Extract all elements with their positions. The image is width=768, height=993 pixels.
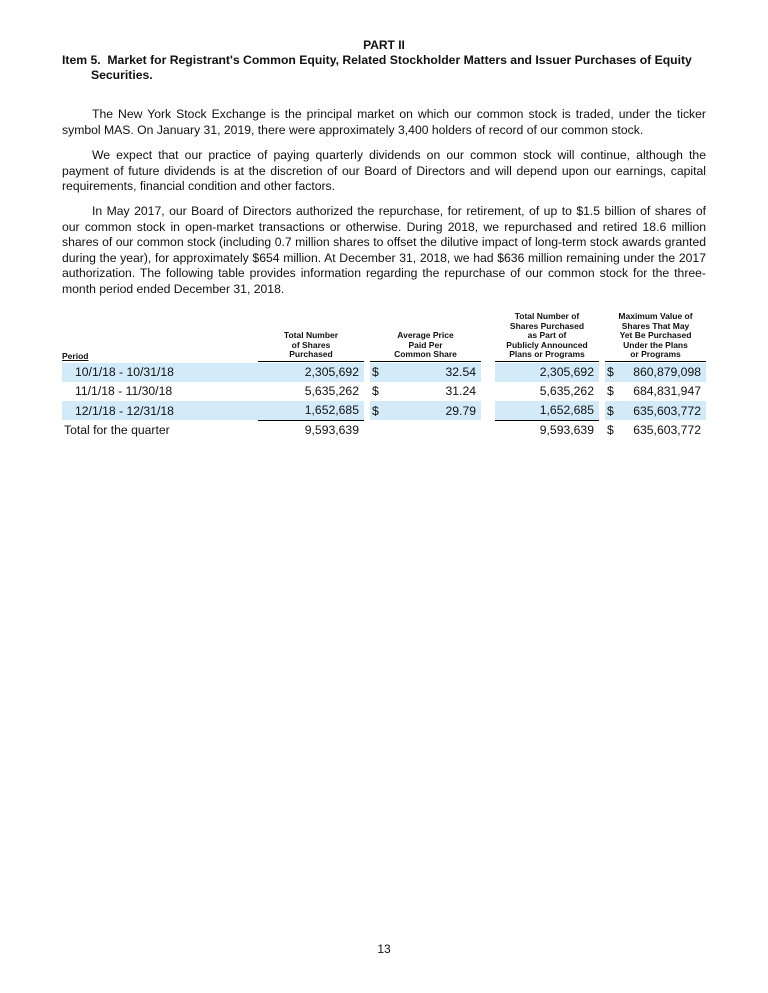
table-row: 11/1/18 - 11/30/18 5,635,262 $ 31.24 5,635,262 $ 684,831,947: [75, 384, 701, 399]
header-max-value: Maximum Value of Shares That May Yet Be Purchased Under the Plans or Programs: [605, 312, 706, 363]
page-number: 13: [377, 942, 391, 956]
header-part-of-plans: Total Number of Shares Purchased as Part of Publicly Announced Plans or Programs: [495, 312, 599, 363]
header-avg-price: Average Price Paid Per Common Share: [370, 312, 481, 363]
item-heading: [62, 53, 706, 83]
repurchase-table: [62, 312, 706, 440]
table-header-row: [62, 312, 706, 363]
header-total-shares: Total Number of Shares Purchased: [258, 312, 364, 363]
item-title-line2: Securities.: [91, 68, 153, 82]
table-row: 10/1/18 - 10/31/18 2,305,692 $ 32.54 2,305,692 $ 860,879,098: [62, 363, 706, 382]
table-row: 12/1/18 - 12/31/18 1,652,685 $ 29.79 1,652,685 $ 635,603,772: [62, 401, 706, 421]
paragraph-market: The New York Stock Exchange is the principal market on which our common stock is traded, under the ticker symbol MAS. On January 31, 2019, there were approximately 3,400 holders of record of our common stock.: [62, 107, 706, 137]
item-title-line1: Market for Registrant's Common Equity, Related Stockholder Matters and Issuer Purchases of Equity: [107, 53, 692, 67]
item-label: Item 5.: [62, 53, 101, 67]
part-title: PART II: [363, 38, 405, 52]
paragraph-repurchase: In May 2017, our Board of Directors authorized the repurchase, for retirement, of up to $1.5 billion of shares of our common stock in open-market transactions or otherwise. During 2018, we repurchased and retired 18.6 million shares of our common stock (including 0.7 million shares to offset the dilutive impact of long-term stock awards granted during the year), for approximately $654 million. At December 31, 2018, we had $636 million remaining under the 2017 authorization. The following table provides information regarding the repurchase of our common stock for the three-month period ended December 31, 2018.: [62, 204, 706, 296]
header-period: Period: [62, 351, 89, 362]
table-total-row: Total for the quarter 9,593,639 9,593,639 $ 635,603,772: [62, 420, 706, 440]
paragraph-dividends: We expect that our practice of paying quarterly dividends on our common stock will continue, although the payment of future dividends is at the discretion of our Board of Directors and will depend upon our earnings, capital requirements, financial condition and other factors.: [62, 148, 706, 193]
